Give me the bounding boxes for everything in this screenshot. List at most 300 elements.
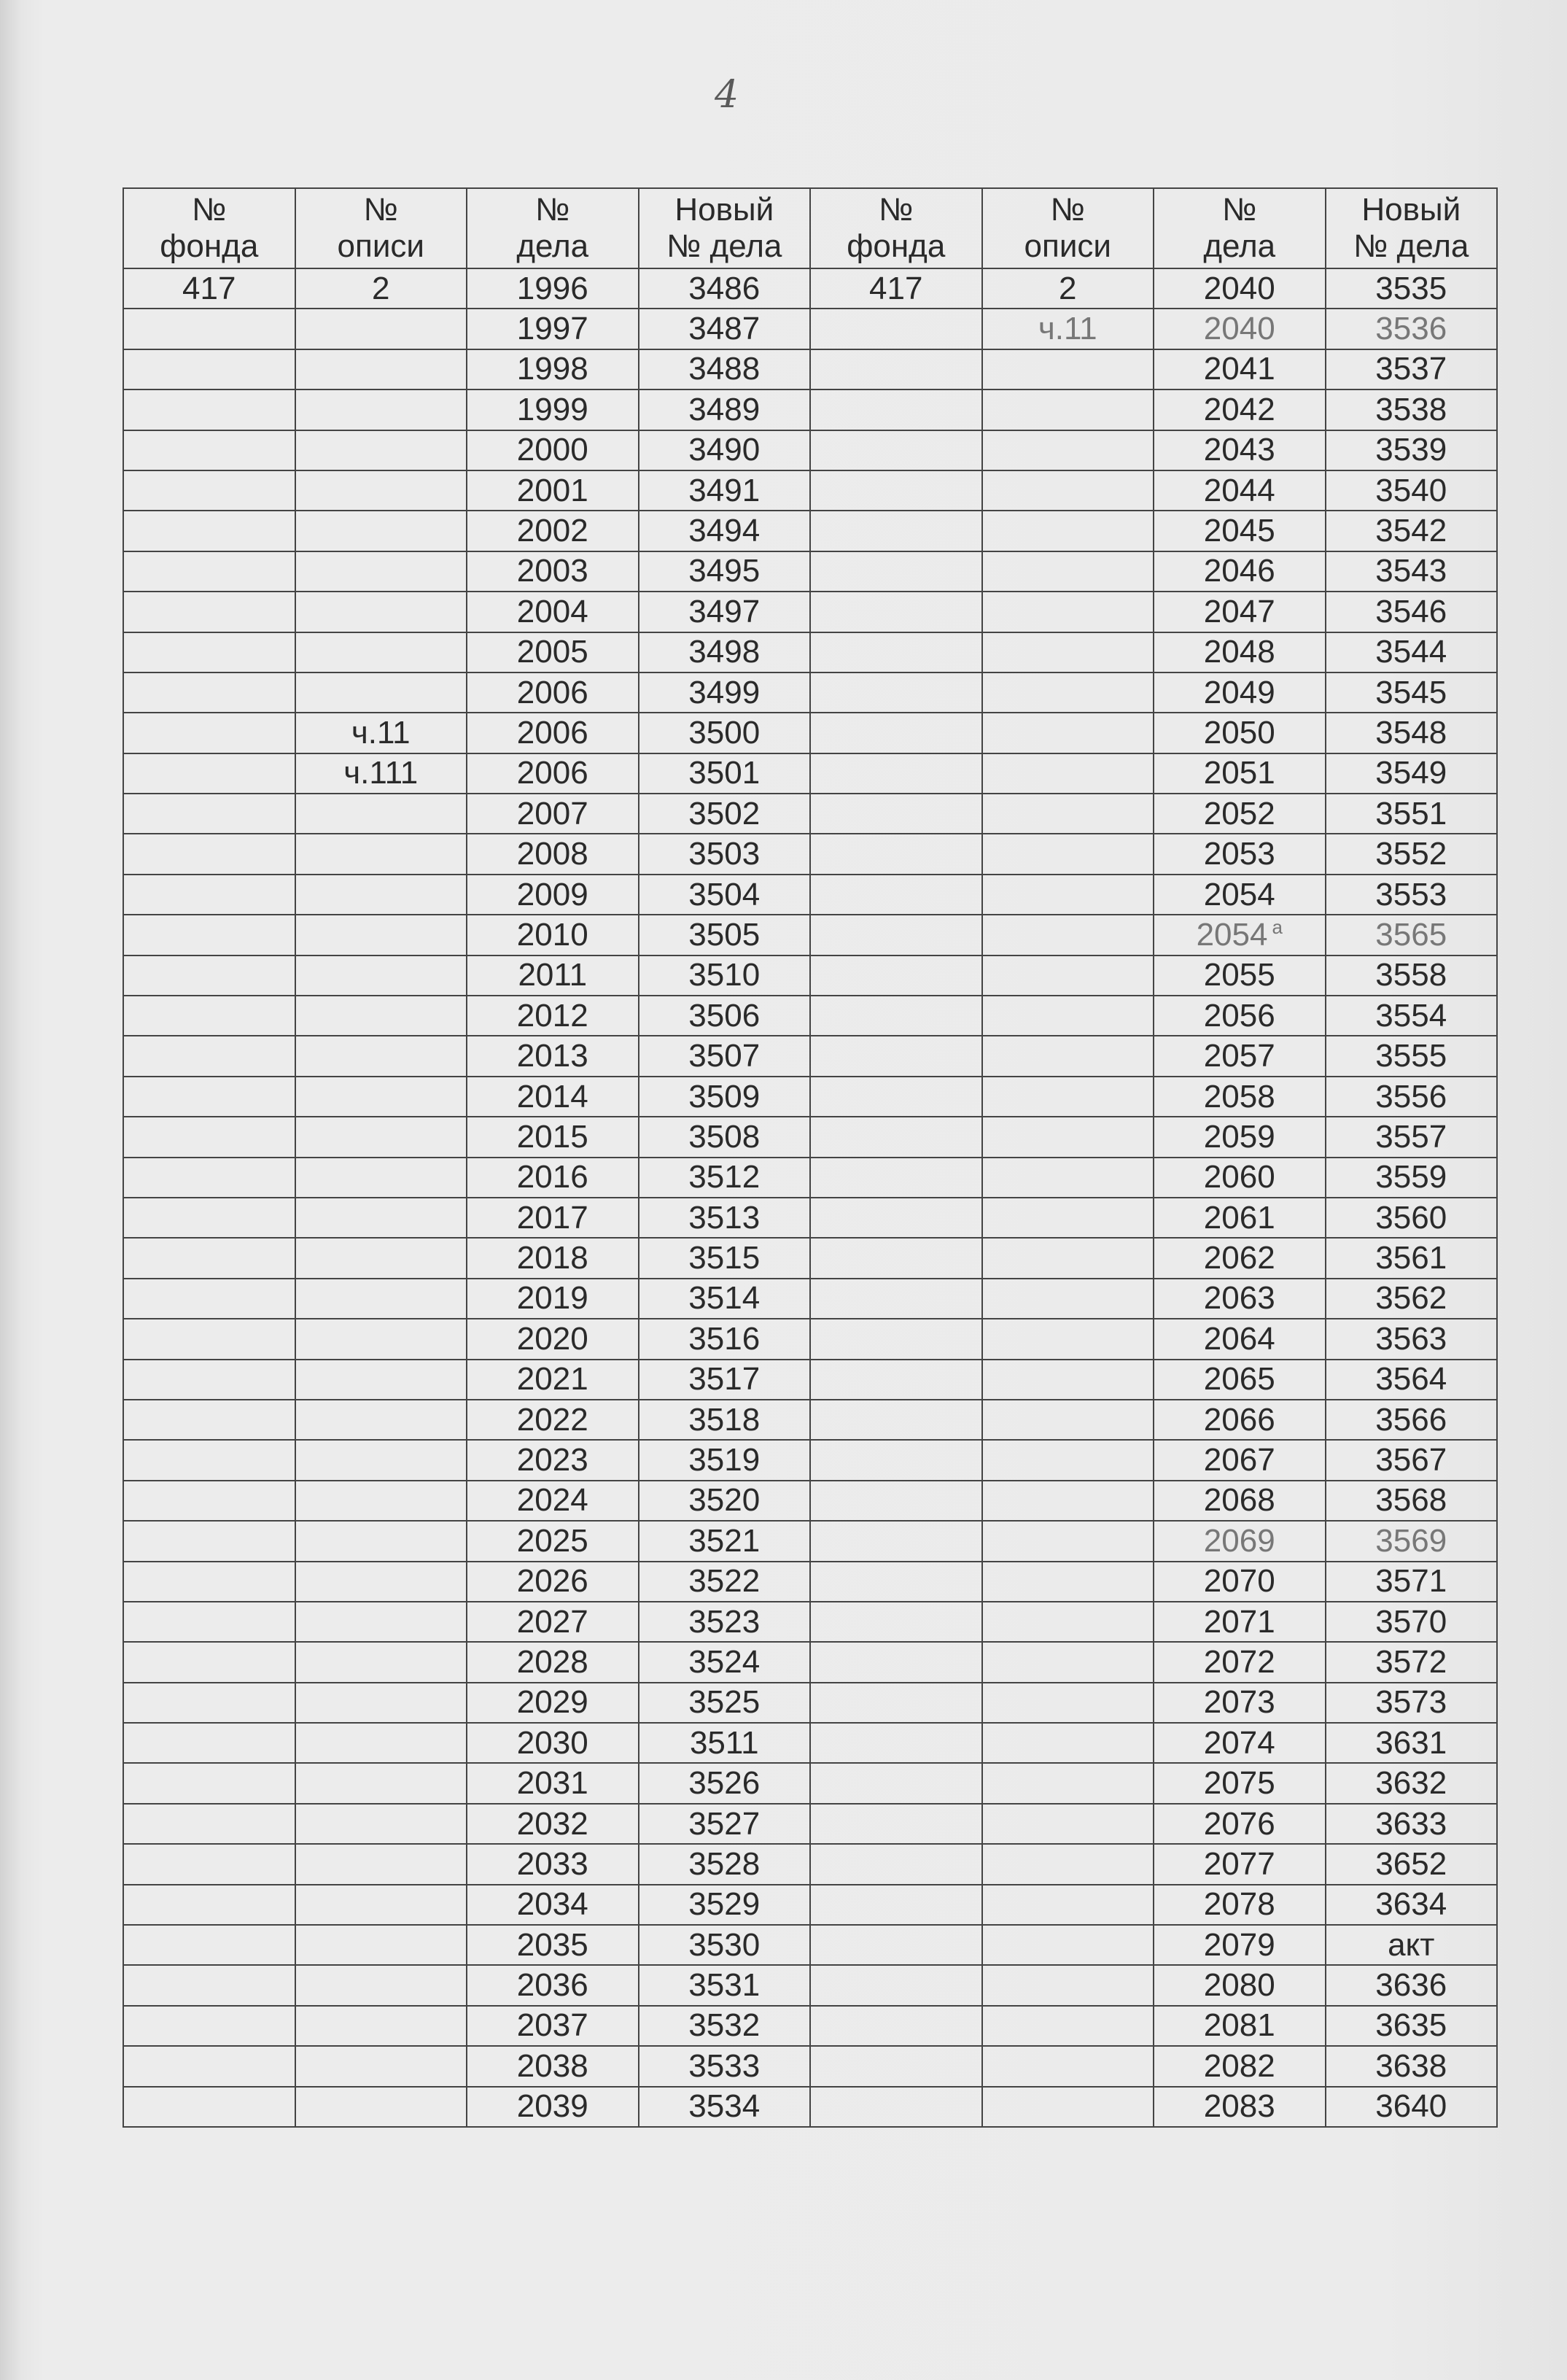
- inventory-cell: [295, 753, 467, 794]
- cell-value: 3638: [1375, 2047, 1447, 2084]
- inventory-cell: [295, 1036, 467, 1076]
- cell-value: 1996: [516, 270, 588, 306]
- cell-value: 2008: [516, 836, 588, 872]
- new-case-cell-2: [1326, 2006, 1498, 2046]
- new-case-cell: [639, 1965, 811, 2005]
- inventory-cell: [295, 268, 467, 309]
- case-cell-2: [1154, 389, 1326, 430]
- inventory-cell-2: [982, 1642, 1154, 1682]
- case-cell-2: [1154, 1319, 1326, 1359]
- fond-cell-2: [810, 1440, 982, 1480]
- cell-value: 2011: [518, 957, 588, 993]
- new-case-cell-2: [1326, 1198, 1498, 1238]
- table-row: [123, 1279, 1497, 1319]
- cell-value: 2050: [1203, 714, 1275, 751]
- cell-value: 2045: [1203, 513, 1275, 549]
- case-renumbering-table: [123, 187, 1498, 2128]
- cell-value: 2080: [1203, 1967, 1275, 2004]
- cell-value: 3635: [1375, 2007, 1447, 2044]
- cell-value: 3502: [688, 795, 761, 832]
- fond-cell: [123, 1844, 295, 1884]
- header-line: № дела: [1353, 228, 1469, 264]
- case-cell-2: [1154, 1683, 1326, 1723]
- cell-value: 3506: [688, 997, 761, 1034]
- header-line: фонда: [847, 228, 946, 264]
- inventory-cell-2: [982, 268, 1154, 309]
- new-case-cell: [639, 1642, 811, 1682]
- fond-cell-2: [810, 2006, 982, 2046]
- inventory-cell: [295, 470, 467, 511]
- fond-cell-2: [810, 470, 982, 511]
- cell-value: 2006: [516, 674, 588, 710]
- cell-value: 417: [869, 270, 923, 306]
- cell-value: 2067: [1203, 1442, 1275, 1478]
- case-cell-2: [1154, 1036, 1326, 1076]
- fond-cell-2: [810, 1521, 982, 1561]
- inventory-cell-2: [982, 672, 1154, 713]
- fond-cell-2: [810, 632, 982, 672]
- new-case-cell-2: [1326, 1562, 1498, 1602]
- cell-value: 2000: [516, 432, 588, 468]
- table-row: [123, 1763, 1497, 1803]
- cell-value: 2030: [516, 1724, 588, 1761]
- cell-value: 2012: [516, 997, 588, 1034]
- cell-value: 3529: [688, 1886, 761, 1923]
- new-case-cell-2: [1326, 470, 1498, 511]
- cell-value: 2068: [1203, 1482, 1275, 1519]
- fond-cell: [123, 1036, 295, 1076]
- cell-value: 3631: [1375, 1724, 1447, 1761]
- inventory-cell-2: [982, 2006, 1154, 2046]
- table-row: [123, 470, 1497, 511]
- cell-value: 2048: [1203, 634, 1275, 670]
- new-case-cell: [639, 2006, 811, 2046]
- table-row: [123, 551, 1497, 592]
- cell-value: 3508: [688, 1118, 761, 1155]
- case-cell-2: [1154, 915, 1326, 955]
- new-case-cell: [639, 309, 811, 349]
- cell-value: 3652: [1375, 1845, 1447, 1882]
- cell-value: 3565: [1375, 916, 1447, 953]
- fond-cell: [123, 753, 295, 794]
- table-row: [123, 1723, 1497, 1763]
- inventory-cell-2: [982, 470, 1154, 511]
- cell-value: 2052: [1203, 795, 1275, 832]
- inventory-cell-2: [982, 349, 1154, 389]
- case-cell: [467, 1238, 639, 1278]
- case-cell-2: [1154, 470, 1326, 511]
- fond-cell-2: [810, 672, 982, 713]
- fond-cell: [123, 1481, 295, 1521]
- inventory-cell: [295, 1238, 467, 1278]
- cell-value: 2027: [516, 1603, 588, 1640]
- cell-value: 3560: [1375, 1199, 1447, 1236]
- new-case-cell-2: [1326, 794, 1498, 834]
- cell-value: 3554: [1375, 997, 1447, 1034]
- fond-cell: [123, 1117, 295, 1157]
- case-cell: [467, 1885, 639, 1925]
- inventory-cell: [295, 1723, 467, 1763]
- cell-value: 3521: [688, 1522, 761, 1559]
- cell-value: 2019: [516, 1280, 588, 1317]
- new-case-number-header-2: [1326, 188, 1498, 268]
- case-cell-2: [1154, 996, 1326, 1036]
- new-case-cell-2: [1326, 1117, 1498, 1157]
- table-row: [123, 996, 1497, 1036]
- fond-cell-2: [810, 1844, 982, 1884]
- case-cell: [467, 1844, 639, 1884]
- case-cell-2: [1154, 1723, 1326, 1763]
- case-cell-2: [1154, 268, 1326, 309]
- case-cell-2: [1154, 1279, 1326, 1319]
- case-cell-2: [1154, 1844, 1326, 1884]
- new-case-cell-2: [1326, 1279, 1498, 1319]
- table-row: [123, 1844, 1497, 1884]
- new-case-cell: [639, 1279, 811, 1319]
- cell-value: 3524: [688, 1643, 761, 1680]
- fond-cell-2: [810, 1158, 982, 1198]
- inventory-cell: [295, 672, 467, 713]
- cell-value: 2082: [1203, 2047, 1275, 2084]
- inventory-cell: [295, 1077, 467, 1117]
- cell-value: 2064: [1203, 1320, 1275, 1357]
- fond-cell-2: [810, 2046, 982, 2086]
- case-cell: [467, 1723, 639, 1763]
- fond-cell-2: [810, 996, 982, 1036]
- fond-cell: [123, 996, 295, 1036]
- new-case-cell: [639, 875, 811, 915]
- inventory-cell-2: [982, 1521, 1154, 1561]
- new-case-cell: [639, 2087, 811, 2127]
- new-case-cell: [639, 470, 811, 511]
- cell-value: 3526: [688, 1765, 761, 1802]
- inventory-cell-2: [982, 1238, 1154, 1278]
- table-row: [123, 956, 1497, 996]
- table-row: [123, 672, 1497, 713]
- inventory-cell-2: [982, 1198, 1154, 1238]
- cell-value: 3525: [688, 1684, 761, 1721]
- inventory-cell-2: [982, 915, 1154, 955]
- cell-value: 3537: [1375, 351, 1447, 387]
- case-cell: [467, 1642, 639, 1682]
- inventory-cell-2: [982, 592, 1154, 632]
- case-cell: [467, 915, 639, 955]
- cell-value: 2061: [1203, 1199, 1275, 1236]
- case-cell: [467, 470, 639, 511]
- cell-value: 2054: [1196, 916, 1268, 953]
- case-cell-2: [1154, 1198, 1326, 1238]
- cell-value: 2039: [516, 2088, 588, 2125]
- case-cell-2: [1154, 1481, 1326, 1521]
- fond-cell: [123, 1562, 295, 1602]
- new-case-cell-2: [1326, 592, 1498, 632]
- cell-value: 3540: [1375, 472, 1447, 508]
- cell-value: 2024: [516, 1482, 588, 1519]
- cell-value: ч.11: [351, 714, 411, 751]
- cell-value: 2063: [1203, 1280, 1275, 1317]
- case-cell-2: [1154, 1602, 1326, 1642]
- cell-value: 2081: [1203, 2007, 1275, 2044]
- new-case-cell: [639, 1117, 811, 1157]
- case-cell: [467, 1077, 639, 1117]
- new-case-cell-2: [1326, 1360, 1498, 1400]
- cell-value: 3495: [688, 553, 761, 589]
- cell-value: 2042: [1203, 391, 1275, 427]
- case-cell-2: [1154, 1885, 1326, 1925]
- fond-cell: [123, 1158, 295, 1198]
- cell-value: 3544: [1375, 634, 1447, 670]
- cell-value: 2044: [1203, 472, 1275, 508]
- header-line: №: [363, 192, 398, 228]
- header-line: Новый: [674, 192, 774, 228]
- fond-cell: [123, 551, 295, 592]
- new-case-cell: [639, 1521, 811, 1561]
- case-cell-2: [1154, 672, 1326, 713]
- case-cell-2: [1154, 1360, 1326, 1400]
- cell-value: 3553: [1375, 876, 1447, 912]
- case-cell-2: [1154, 753, 1326, 794]
- fond-cell: [123, 592, 295, 632]
- new-case-cell-2: [1326, 1885, 1498, 1925]
- cell-value: 2029: [516, 1684, 588, 1721]
- table-row: [123, 834, 1497, 874]
- cell-value: 3552: [1375, 836, 1447, 872]
- table-row: [123, 1521, 1497, 1561]
- fond-cell-2: [810, 1602, 982, 1642]
- new-case-cell-2: [1326, 1804, 1498, 1844]
- table-row: [123, 1804, 1497, 1844]
- case-cell-2: [1154, 1158, 1326, 1198]
- cell-value: 3486: [688, 270, 761, 306]
- new-case-cell: [639, 1804, 811, 1844]
- fond-cell-2: [810, 430, 982, 470]
- cell-value: 3507: [688, 1038, 761, 1074]
- new-case-cell: [639, 1400, 811, 1440]
- cell-value: 2004: [516, 593, 588, 629]
- new-case-cell: [639, 1683, 811, 1723]
- cell-value: 2032: [516, 1805, 588, 1842]
- cell-value: 3531: [688, 1967, 761, 2004]
- new-case-cell: [639, 551, 811, 592]
- inventory-cell: [295, 430, 467, 470]
- cell-value: 3633: [1375, 1805, 1447, 1842]
- cell-value: 1998: [516, 351, 588, 387]
- header-line: № дела: [666, 228, 782, 264]
- cell-value: 2058: [1203, 1078, 1275, 1115]
- fond-cell: [123, 915, 295, 955]
- new-case-cell: [639, 713, 811, 753]
- table-row: [123, 1198, 1497, 1238]
- cell-value: 3487: [688, 311, 761, 347]
- cell-value: 3636: [1375, 1967, 1447, 2004]
- cell-value: 3557: [1375, 1118, 1447, 1155]
- cell-value: 3542: [1375, 513, 1447, 549]
- cell-value: 3546: [1375, 593, 1447, 629]
- inventory-cell: [295, 996, 467, 1036]
- cell-value: 3573: [1375, 1684, 1447, 1721]
- fond-cell-2: [810, 1925, 982, 1965]
- case-cell: [467, 834, 639, 874]
- cell-value: 1999: [516, 391, 588, 427]
- cell-value: 3566: [1375, 1401, 1447, 1438]
- new-case-cell-2: [1326, 1481, 1498, 1521]
- inventory-cell: [295, 713, 467, 753]
- new-case-cell-2: [1326, 1723, 1498, 1763]
- cell-value: 2035: [516, 1926, 588, 1963]
- new-case-cell: [639, 996, 811, 1036]
- inventory-cell: [295, 389, 467, 430]
- cell-value: 2077: [1203, 1845, 1275, 1882]
- new-case-cell-2: [1326, 834, 1498, 874]
- case-cell-2: [1154, 1521, 1326, 1561]
- inventory-cell-2: [982, 1400, 1154, 1440]
- inventory-cell: [295, 1158, 467, 1198]
- cell-value: 2076: [1203, 1805, 1275, 1842]
- inventory-cell-2: [982, 1683, 1154, 1723]
- case-cell: [467, 1763, 639, 1803]
- cell-value: 2031: [516, 1765, 588, 1802]
- cell-value: 3556: [1375, 1078, 1447, 1115]
- fond-cell-2: [810, 1481, 982, 1521]
- cell-value: 3561: [1375, 1240, 1447, 1276]
- cell-value: 3539: [1375, 432, 1447, 468]
- new-case-cell-2: [1326, 672, 1498, 713]
- fond-cell-2: [810, 1804, 982, 1844]
- cell-value: 2038: [516, 2047, 588, 2084]
- inventory-cell: [295, 1642, 467, 1682]
- table-row: [123, 389, 1497, 430]
- cell-value: 2054: [1203, 876, 1275, 912]
- inventory-cell-2: [982, 430, 1154, 470]
- table-row: [123, 1158, 1497, 1198]
- new-case-cell: [639, 1360, 811, 1400]
- cell-value: 2020: [516, 1320, 588, 1357]
- cell-value: 2073: [1203, 1684, 1275, 1721]
- fond-cell-2: [810, 1965, 982, 2005]
- case-cell-2: [1154, 632, 1326, 672]
- cell-value: 2026: [516, 1563, 588, 1600]
- fond-cell: [123, 430, 295, 470]
- case-cell-2: [1154, 834, 1326, 874]
- cell-value: 2014: [516, 1078, 588, 1115]
- cell-value: 3532: [688, 2007, 761, 2044]
- case-cell-2: [1154, 875, 1326, 915]
- cell-value: акт: [1388, 1926, 1435, 1963]
- cell-value: 3548: [1375, 714, 1447, 751]
- cell-value: 3503: [688, 836, 761, 872]
- new-case-cell: [639, 1602, 811, 1642]
- cell-value: 3534: [688, 2088, 761, 2125]
- inventory-cell: [295, 1521, 467, 1561]
- cell-value: 3562: [1375, 1280, 1447, 1317]
- case-cell: [467, 1198, 639, 1238]
- fond-cell-2: [810, 1117, 982, 1157]
- cell-value: 2041: [1203, 351, 1275, 387]
- case-cell: [467, 592, 639, 632]
- fond-cell-2: [810, 592, 982, 632]
- case-cell-2: [1154, 511, 1326, 551]
- fond-cell: [123, 268, 295, 309]
- header-line: дела: [516, 228, 589, 264]
- fond-cell-2: [810, 834, 982, 874]
- header-line: №: [535, 192, 570, 228]
- new-case-cell: [639, 1198, 811, 1238]
- inventory-cell: [295, 1481, 467, 1521]
- case-cell: [467, 1804, 639, 1844]
- header-line: №: [192, 192, 227, 228]
- new-case-cell-2: [1326, 753, 1498, 794]
- table-row: [123, 915, 1497, 955]
- cell-value: 2040: [1203, 311, 1275, 347]
- case-cell: [467, 794, 639, 834]
- case-cell: [467, 1158, 639, 1198]
- new-case-cell: [639, 1844, 811, 1884]
- cell-value: 2023: [516, 1442, 588, 1478]
- case-cell-2: [1154, 1238, 1326, 1278]
- case-cell-2: [1154, 1440, 1326, 1480]
- case-cell-2: [1154, 309, 1326, 349]
- case-cell: [467, 268, 639, 309]
- fond-cell: [123, 1198, 295, 1238]
- fond-cell-2: [810, 349, 982, 389]
- case-cell-2: [1154, 1804, 1326, 1844]
- cell-value: 3634: [1375, 1886, 1447, 1923]
- fond-cell: [123, 794, 295, 834]
- cell-value: 3515: [688, 1240, 761, 1276]
- cell-value: 3513: [688, 1199, 761, 1236]
- case-cell-2: [1154, 2087, 1326, 2127]
- fond-cell: [123, 1602, 295, 1642]
- cell-value: 2022: [516, 1401, 588, 1438]
- new-case-cell-2: [1326, 1238, 1498, 1278]
- inventory-cell-2: [982, 713, 1154, 753]
- fond-cell-2: [810, 1562, 982, 1602]
- inventory-cell: [295, 349, 467, 389]
- cell-value: 2046: [1203, 553, 1275, 589]
- inventory-cell: [295, 1885, 467, 1925]
- case-cell: [467, 753, 639, 794]
- fond-cell-2: [810, 1723, 982, 1763]
- inventory-cell: [295, 1844, 467, 1884]
- cell-value: 2034: [516, 1886, 588, 1923]
- case-cell: [467, 1036, 639, 1076]
- case-cell: [467, 1440, 639, 1480]
- cell-value: 3488: [688, 351, 761, 387]
- new-case-cell-2: [1326, 875, 1498, 915]
- fond-cell-2: [810, 2087, 982, 2127]
- case-cell-2: [1154, 1925, 1326, 1965]
- cell-value: 3570: [1375, 1603, 1447, 1640]
- cell-value: 3559: [1375, 1159, 1447, 1195]
- fond-cell: [123, 1319, 295, 1359]
- cell-value: 2071: [1203, 1603, 1275, 1640]
- inventory-cell-2: [982, 875, 1154, 915]
- new-case-cell: [639, 1440, 811, 1480]
- cell-value: 2006: [516, 714, 588, 751]
- fond-cell: [123, 2087, 295, 2127]
- fond-cell-2: [810, 309, 982, 349]
- case-cell: [467, 996, 639, 1036]
- cell-value: 3538: [1375, 391, 1447, 427]
- cell-value: 3528: [688, 1845, 761, 1882]
- case-cell: [467, 632, 639, 672]
- cell-value: 2049: [1203, 674, 1275, 710]
- inventory-cell-2: [982, 1844, 1154, 1884]
- new-case-cell-2: [1326, 956, 1498, 996]
- case-cell: [467, 1279, 639, 1319]
- cell-value: 3536: [1375, 311, 1447, 347]
- case-cell-2: [1154, 713, 1326, 753]
